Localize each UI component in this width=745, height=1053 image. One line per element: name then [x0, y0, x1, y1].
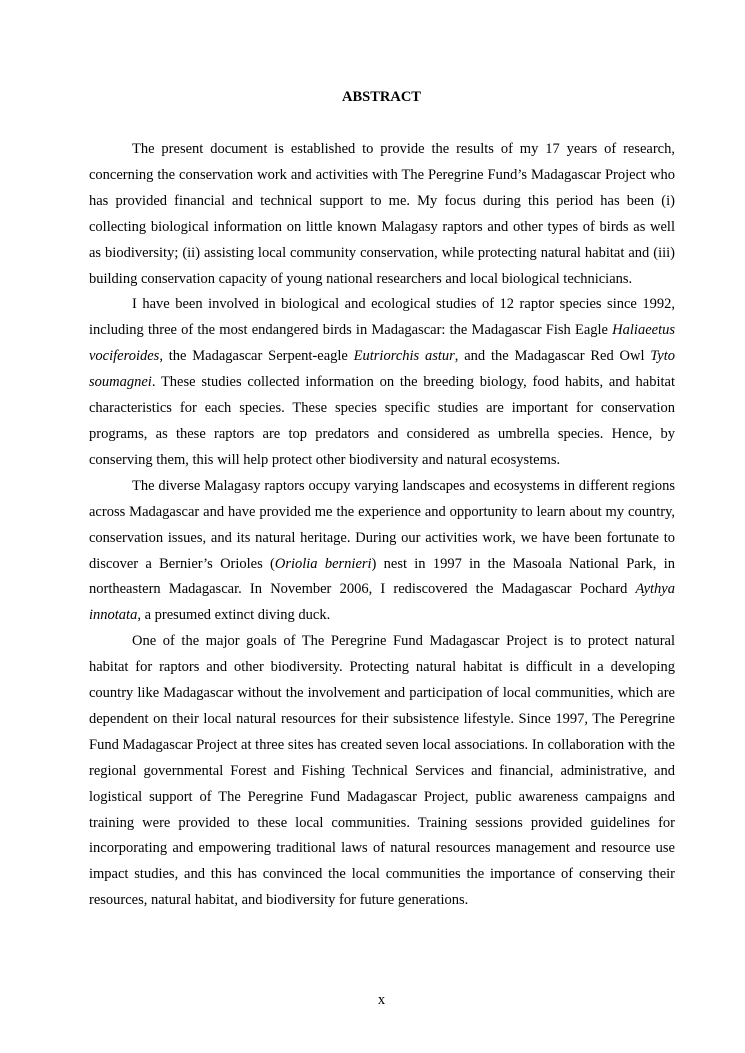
text-segment: , the Madagascar Serpent-eagle [159, 348, 354, 365]
text-segment: One of the major goals of The Peregrine Fund Madagascar Project is to protect natural habitat for raptors and other biodiversity. Protecting natural habitat is difficult in a developing country like Madagascar without the involvement and participation of local communities, which are dependent on their local natural resources for their subsistence lifestyle. Since 1997, The Peregrine Fund Madagascar Project at three sites has created seven local associations. In collaboration with the regional governmental Forest and Fishing Technical Services and financial, administrative, and logistical support of The Peregrine Fund Madagascar Project, public awareness campaigns and training were provided to these local communities. Training sessions provided guidelines for incorporating and empowering traditional laws of natural resources management and resource use impact studies, and this has convinced the local communities the importance of conserving their resources, natural habitat, and biodiversity for future generations. [89, 633, 675, 909]
page-title: ABSTRACT [342, 89, 421, 105]
text-segment: I have been involved in biological and ecological studies of 12 raptor species since 1992, including three of the most endangered birds in Madagascar: the Madagascar Fish Eagle [89, 296, 675, 339]
paragraph [89, 629, 675, 914]
text-segment: , and the Madagascar Red Owl [454, 348, 651, 365]
page-number: x [377, 992, 386, 1008]
paragraph [89, 137, 675, 292]
paragraph [89, 292, 675, 473]
species-name: Haliaeetus vociferoides [89, 322, 675, 365]
text-segment: The present document is established to provide the results of my 17 years of research, concerning the conservation work and activities with The Peregrine Fund’s Madagascar Project who has provided financial and technical support to me. My focus during this period has been (i) collecting biological information on little known Malagasy raptors and other types of birds as well as biodiversity; (ii) assisting local community conservation, while protecting natural habitat and (iii) building conservation capacity of young national researchers and local biological technicians. [89, 141, 675, 287]
species-name: Tyto soumagnei [89, 348, 675, 391]
text-segment: , a presumed extinct diving duck. [137, 607, 331, 624]
species-name: Aythya innotata [89, 581, 675, 624]
text-segment: . These studies collected information on the breeding biology, food habits, and habitat characteristics for each species. These species specific studies are important for conservation programs, as these raptors are top predators and considered as umbrella species. Hence, by conserving them, this will help protect other biodiversity and natural ecosystems. [89, 374, 675, 468]
species-name: Oriolia bernieri [274, 555, 372, 572]
text-segment: The diverse Malagasy raptors occupy varying landscapes and ecosystems in different regions across Madagascar and have provided me the experience and opportunity to learn about my country, conservation issues, and its natural heritage. During our activities work, we have been fortunate to discover a Bernier’s Orioles ( [89, 477, 675, 572]
paragraph [89, 474, 675, 629]
species-name: Eutriorchis astur [353, 348, 455, 365]
text-segment: ) nest in 1997 in the Masoala National Park, in northeastern Madagascar. In November 2006, I rediscovered the Madagascar Pochard [89, 555, 675, 598]
abstract-body [89, 137, 675, 914]
